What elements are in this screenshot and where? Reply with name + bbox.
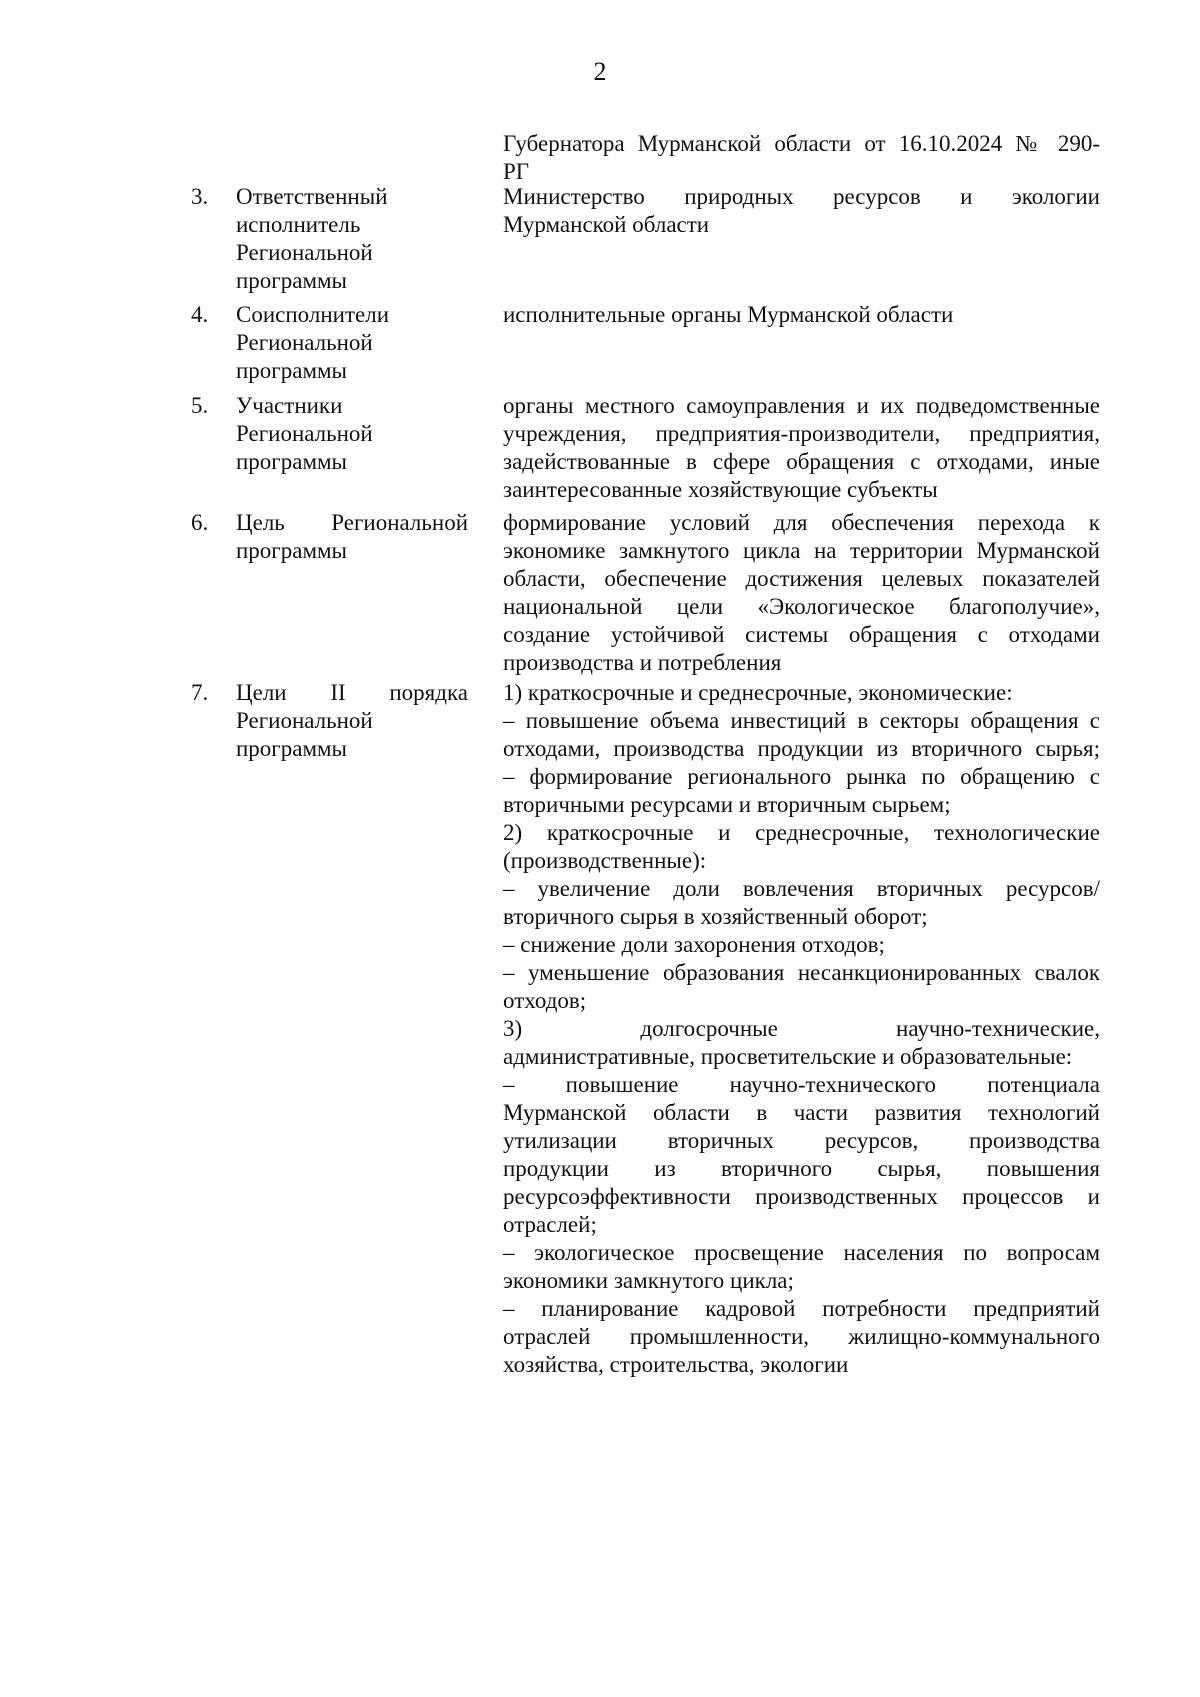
label-line: программы bbox=[236, 449, 348, 474]
row-label bbox=[236, 183, 468, 295]
value-line: отраслей; bbox=[503, 1212, 597, 1237]
row-value bbox=[503, 679, 1100, 1379]
value-line: экономике замкнутого цикла на территории Мурманской bbox=[503, 538, 1100, 563]
row-value bbox=[503, 183, 1100, 239]
value-line: – увеличение доли вовлечения вторичных ресурсов/ bbox=[503, 876, 1100, 901]
label-line: исполнитель bbox=[236, 212, 361, 237]
value-line: – уменьшение образования несанкционированных свалок bbox=[503, 960, 1100, 985]
value-line: заинтересованные хозяйствующие субъекты bbox=[503, 477, 938, 502]
value-line: 3) долгосрочные научно-технические, bbox=[503, 1016, 1100, 1041]
value-line: – планирование кадровой потребности предприятий bbox=[503, 1296, 1100, 1321]
row-value bbox=[503, 392, 1100, 504]
row-number: 3. bbox=[191, 184, 209, 209]
row-number: 6. bbox=[191, 510, 209, 535]
label-line: Региональной bbox=[236, 330, 373, 355]
value-line: отраслей промышленности, жилищно-коммунального bbox=[503, 1324, 1100, 1349]
label-line: Региональной bbox=[236, 421, 373, 446]
page-number: 2 bbox=[593, 57, 607, 86]
value-line: вторичного сырья в хозяйственный оборот; bbox=[503, 904, 928, 929]
value-line: производства и потребления bbox=[503, 650, 782, 675]
value-line: – экологическое просвещение населения по вопросам bbox=[503, 1240, 1100, 1265]
value-line: 1) краткосрочные и среднесрочные, экономические: bbox=[503, 680, 1013, 705]
text-line: РГ bbox=[503, 159, 530, 184]
label-line: программы bbox=[236, 358, 348, 383]
value-line: задействованные в сфере обращения с отходами, иные bbox=[503, 449, 1100, 474]
label-line: Региональной bbox=[236, 240, 373, 265]
value-line: – повышение объема инвестиций в секторы обращения с bbox=[503, 708, 1100, 733]
row-label bbox=[236, 509, 468, 565]
label-line: Ответственный bbox=[236, 184, 388, 209]
value-line: отходами, производства продукции из вторичного сырья; bbox=[503, 736, 1100, 761]
row-label bbox=[236, 679, 468, 763]
value-line: вторичными ресурсами и вторичным сырьем; bbox=[503, 792, 951, 817]
value-line: утилизации вторичных ресурсов, производства bbox=[503, 1128, 1100, 1153]
label-line: Региональной bbox=[236, 708, 373, 733]
value-line: Мурманской области в части развития технологий bbox=[503, 1100, 1100, 1125]
label-line: программы bbox=[236, 538, 348, 563]
value-line: отходов; bbox=[503, 988, 587, 1013]
value-line: ресурсоэффективности производственных процессов и bbox=[503, 1184, 1100, 1209]
value-line: административные, просветительские и образовательные: bbox=[503, 1044, 1073, 1069]
row-number: 7. bbox=[191, 680, 209, 705]
value-line: формирование условий для обеспечения перехода к bbox=[503, 510, 1100, 535]
value-line: области, обеспечение достижения целевых показателей bbox=[503, 566, 1100, 591]
label-line: программы bbox=[236, 736, 348, 761]
row-value bbox=[503, 509, 1100, 677]
label-line: Цели II порядка bbox=[236, 680, 468, 705]
label-line: Соисполнители bbox=[236, 302, 390, 327]
continuation-text bbox=[503, 130, 1100, 186]
row-number: 4. bbox=[191, 302, 209, 327]
value-line: продукции из вторичного сырья, повышения bbox=[503, 1156, 1100, 1181]
value-line: национальной цели «Экологическое благополучие», bbox=[503, 594, 1100, 619]
value-line: хозяйства, строительства, экологии bbox=[503, 1352, 849, 1377]
value-line: – снижение доли захоронения отходов; bbox=[503, 932, 885, 957]
value-line: – формирование регионального рынка по обращению с bbox=[503, 764, 1100, 789]
value-line: учреждения, предприятия-производители, предприятия, bbox=[503, 421, 1100, 446]
label-line: Цель Региональной bbox=[236, 510, 468, 535]
row-value bbox=[503, 301, 1100, 329]
value-line: Министерство природных ресурсов и экологии bbox=[503, 184, 1100, 209]
value-line: создание устойчивой системы обращения с отходами bbox=[503, 622, 1100, 647]
label-line: Участники bbox=[236, 393, 343, 418]
value-line: исполнительные органы Мурманской области bbox=[503, 302, 954, 327]
row-number: 5. bbox=[191, 393, 209, 418]
value-line: Мурманской области bbox=[503, 212, 710, 237]
value-line: органы местного самоуправления и их подведомственные bbox=[503, 393, 1100, 418]
value-line: экономики замкнутого цикла; bbox=[503, 1268, 794, 1293]
value-line: – повышение научно-технического потенциала bbox=[503, 1072, 1100, 1097]
text-line: Губернатора Мурманской области от 16.10.2024 № 290- bbox=[503, 131, 1100, 156]
value-line: 2) краткосрочные и среднесрочные, технологические bbox=[503, 820, 1100, 845]
row-label bbox=[236, 301, 468, 385]
label-line: программы bbox=[236, 268, 348, 293]
value-line: (производственные): bbox=[503, 848, 707, 873]
row-label bbox=[236, 392, 468, 476]
